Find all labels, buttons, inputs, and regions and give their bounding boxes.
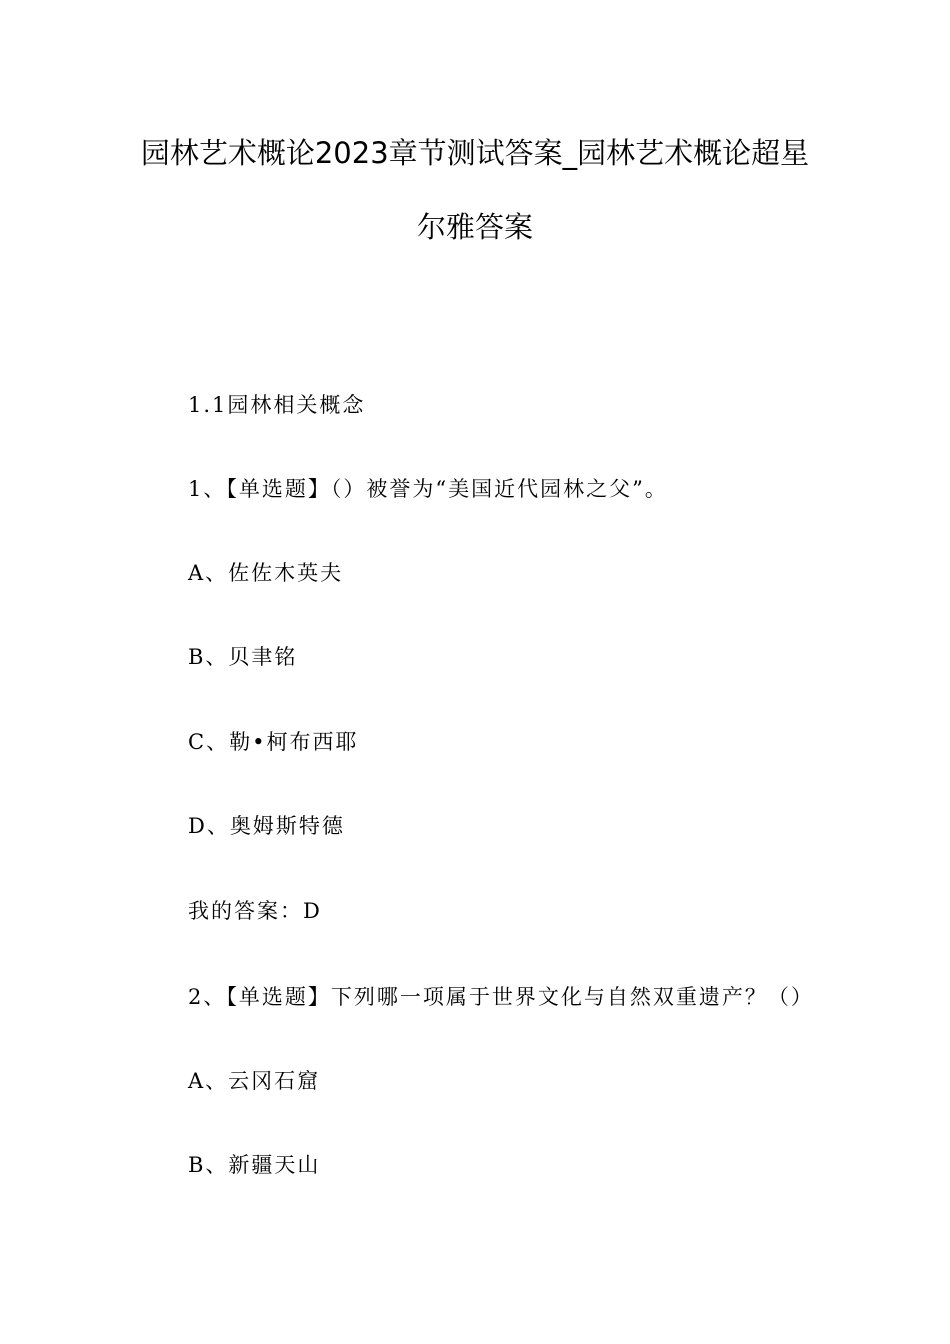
question-2-option-b: B、新疆天山 <box>188 1153 321 1177</box>
question-1-option-c: C、勒•柯布西耶 <box>188 730 359 754</box>
title-line-1: 园林艺术概论2023章节测试答案_园林艺术概论超星 <box>140 136 810 170</box>
question-1-option-a: A、佐佐木英夫 <box>188 561 344 585</box>
question-1-stem: 1、【单选题】（）被誉为“美国近代园林之父”。 <box>188 477 668 501</box>
question-1-option-b: B、贝聿铭 <box>188 645 298 669</box>
question-2-stem: 2、【单选题】下列哪一项属于世界文化与自然双重遗产？（） <box>188 985 814 1009</box>
question-2-option-a: A、云冈石窟 <box>188 1069 321 1093</box>
question-1-my-answer: 我的答案：D <box>188 899 322 923</box>
section-heading: 1.1园林相关概念 <box>188 393 366 417</box>
title-line-2: 尔雅答案 <box>416 210 533 244</box>
question-1-option-d: D、奥姆斯特德 <box>188 814 345 838</box>
